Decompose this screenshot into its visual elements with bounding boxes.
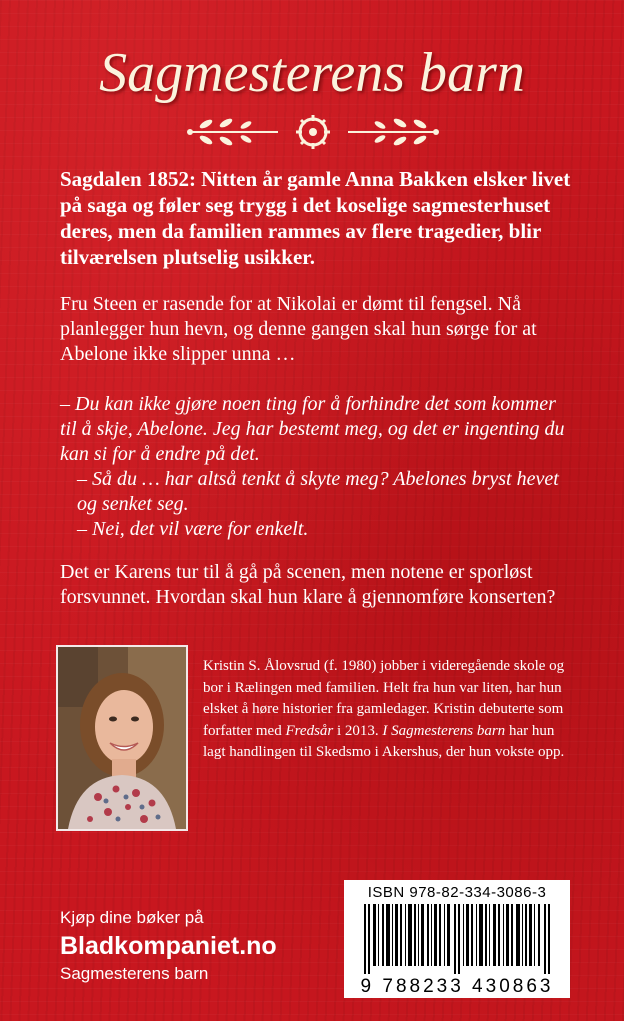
quote-block xyxy=(60,392,572,542)
plot-paragraph: Fru Steen er rasende for at Nikolai er dømt til fengsel. Nå planlegger hun hevn, og denne gangen skal hun sørge for at Abelone ikke slipper unna … xyxy=(60,293,537,365)
quote-line-3: – Nei, det vil være for enkelt. xyxy=(77,518,309,540)
book-title: Sagmesterens barn xyxy=(99,42,525,104)
lead-paragraph: Sagdalen 1852: Nitten år gamle Anna Bakken elsker livet på saga og føler seg trygg i det koselige sagmesterhuset deres, men da familien rammes av flere tragedier, blir tilværelsen plutselig usikker. xyxy=(60,167,571,269)
bio-book-title-2: I Sagmesterens barn xyxy=(382,722,506,739)
isbn-barcode xyxy=(344,880,570,998)
store-info xyxy=(60,906,320,986)
store-website: Bladkompaniet.no xyxy=(60,932,277,960)
quote-line-2: – Så du … har altså tenkt å skyte meg? Abelones bryst hevet og senket seg. xyxy=(77,468,559,515)
closing-paragraph: Det er Karens tur til å gå på scenen, men notene er sporløst forsvunnet. Hvordan skal hun klare å gjennomføre konserten? xyxy=(60,561,556,608)
bio-text-1: Kristin S. Ålovsrud (f. 1980) jobber i videregående skole og bor i Rælingen med familien. Helt fra hun var liten, har hun elsket å høre historier fra gamledager. Kristin debuterte som forfatter med xyxy=(203,658,565,739)
bio-text-3: har hun lagt handlingen til Skedsmo i Akershus, der hun vokste opp. xyxy=(203,722,565,760)
author-bio xyxy=(203,656,573,764)
ornament-divider xyxy=(178,112,448,152)
store-book-name: Sagmesterens barn xyxy=(60,964,209,983)
bio-book-title-1: Fredsår xyxy=(285,722,334,739)
quote-line-1: – Du kan ikke gjøre noen ting for å forhindre det som kommer til å skje, Abelone. Jeg har bestemt meg, og det er ingenting du kan si for å endre på det. xyxy=(60,393,565,465)
store-prompt: Kjøp dine bøker på xyxy=(60,908,204,927)
barcode-bars xyxy=(358,904,556,974)
author-photo xyxy=(56,645,188,831)
isbn-label: ISBN 978-82-334-3086-3 xyxy=(367,884,547,901)
gear-icon xyxy=(296,115,330,149)
bio-text-2: i 2013. xyxy=(333,722,383,739)
barcode-number: 9 788233 430863 xyxy=(360,976,554,997)
